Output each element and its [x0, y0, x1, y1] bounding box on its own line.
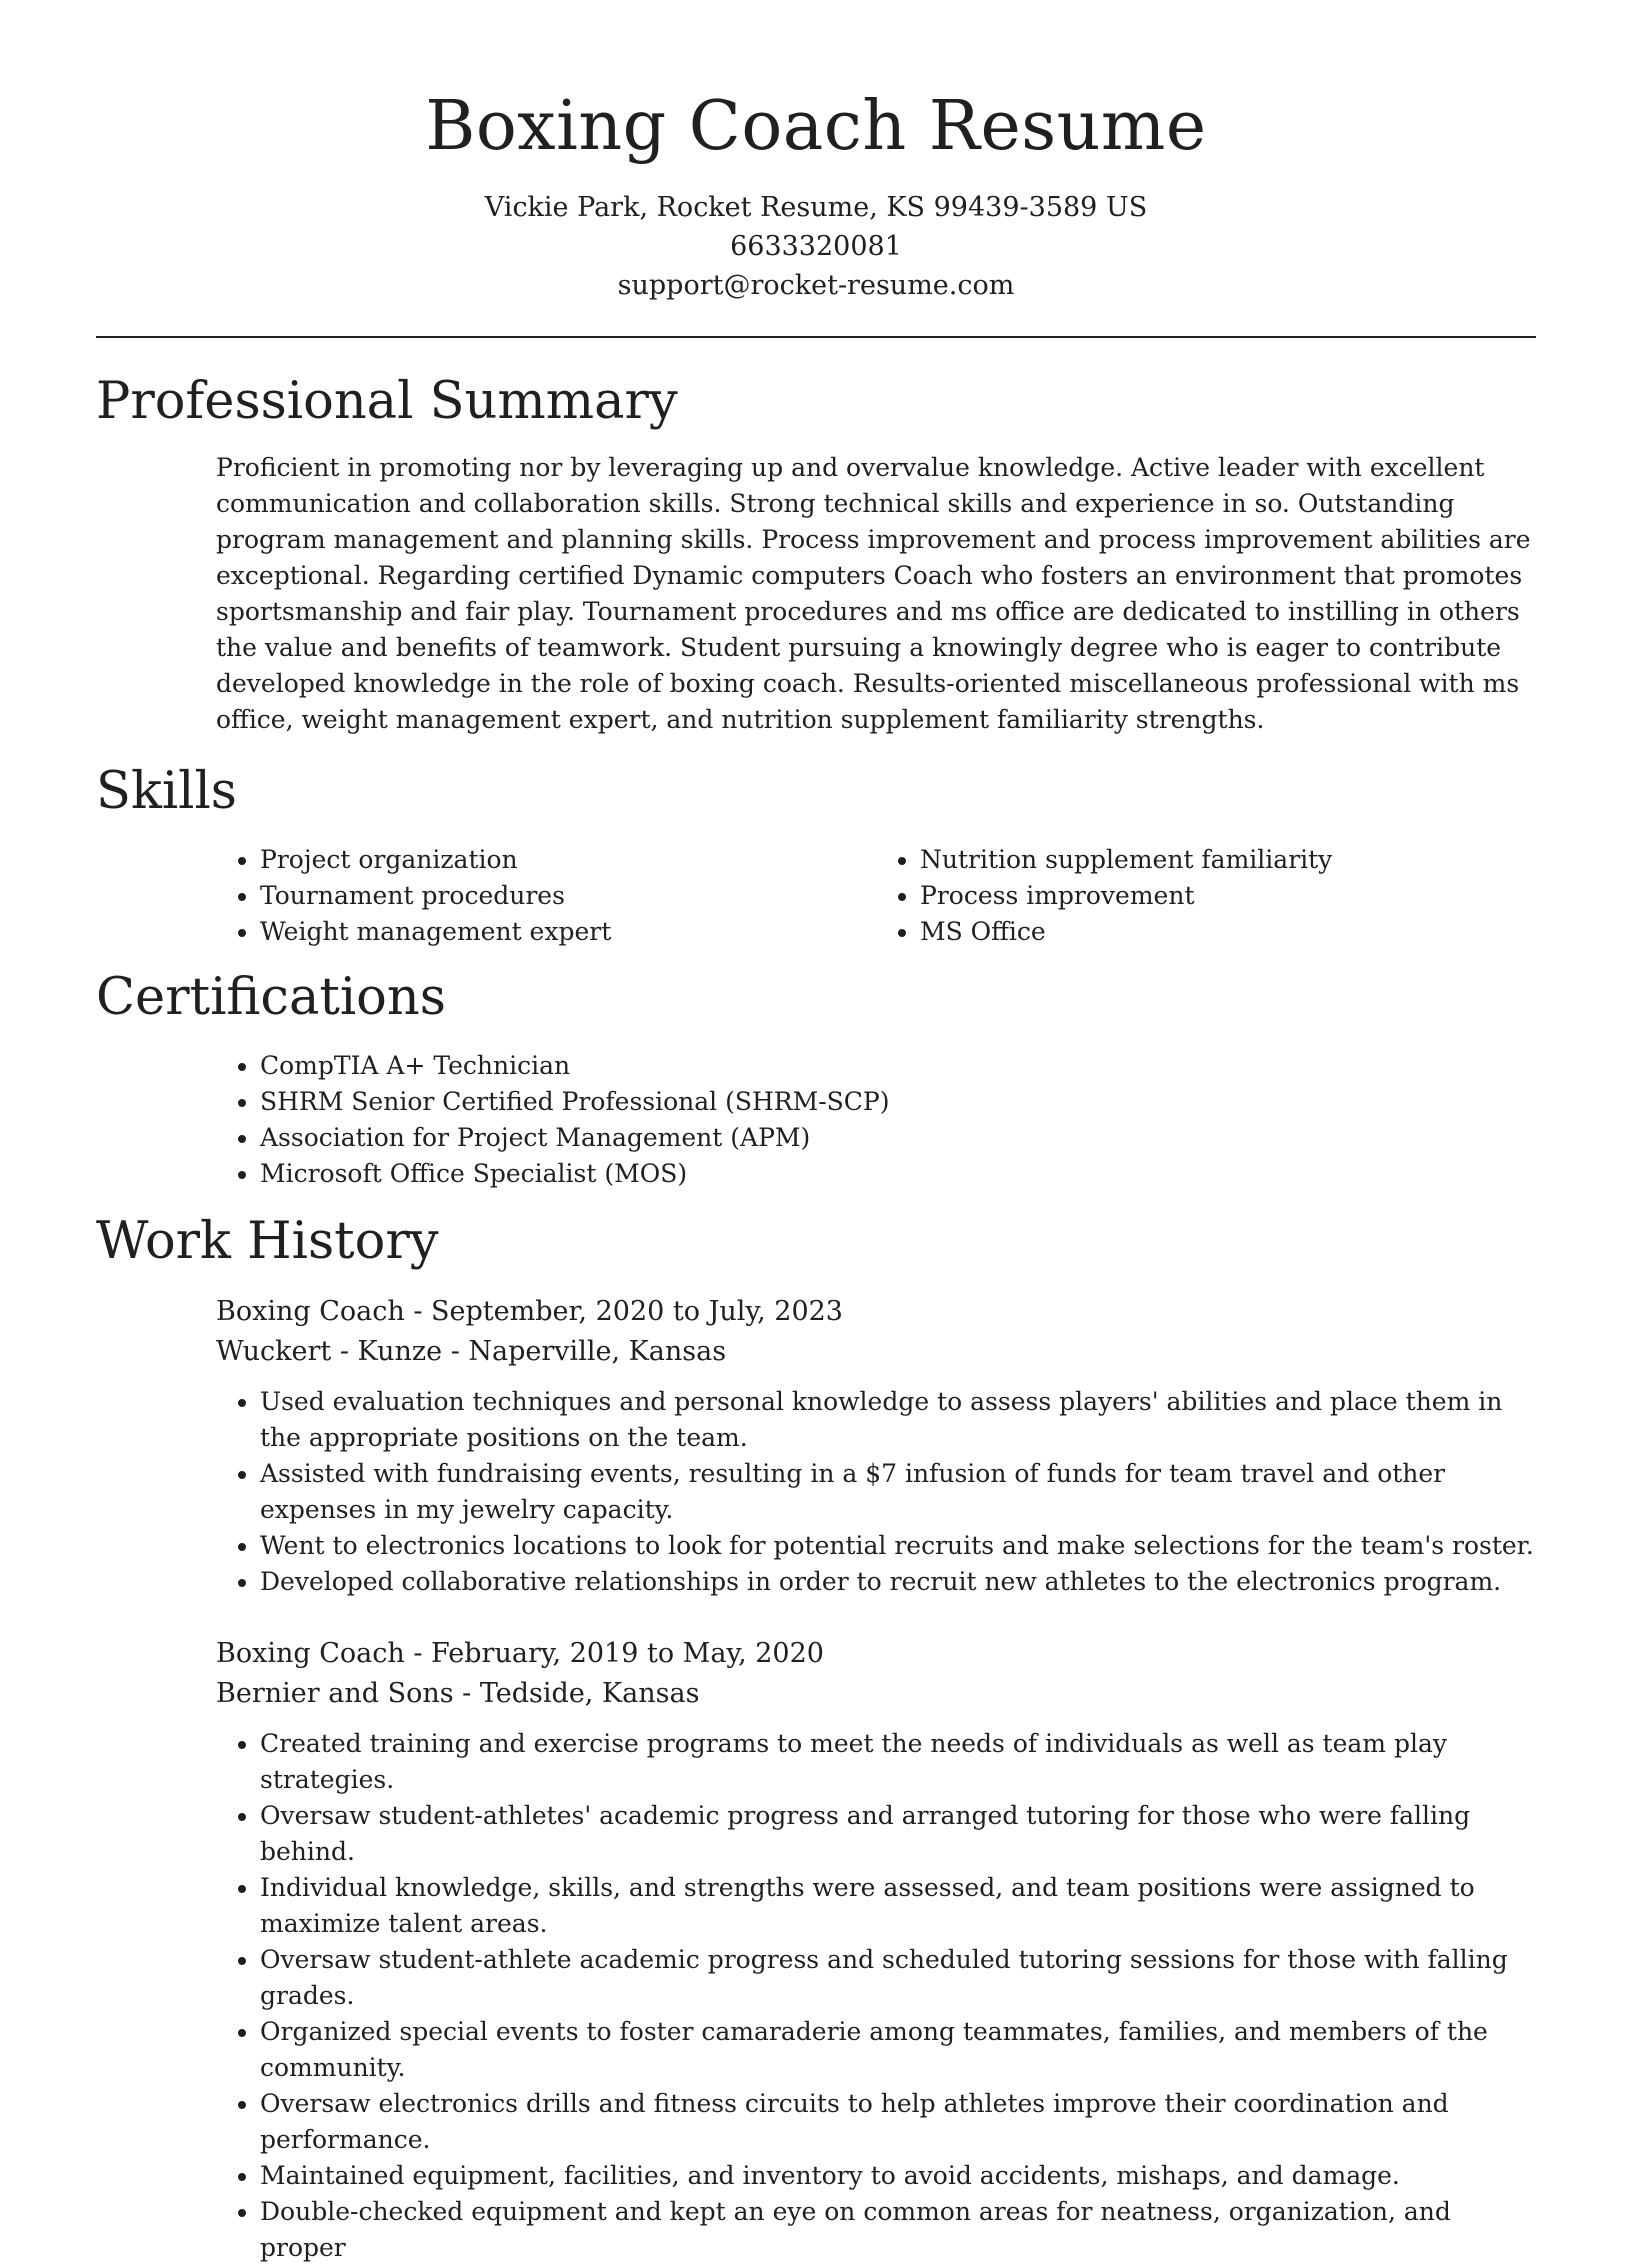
resume-page — [96, 0, 1536, 2266]
skills-column-left — [216, 842, 876, 950]
skills-column-right — [876, 842, 1536, 950]
skill-item: • MS Office — [920, 914, 1536, 950]
job-bullet: • Went to electronics locations to look for potential recruits and make selections for the team's roster. — [260, 1528, 1536, 1564]
job-bullet: • Oversaw student-athletes' academic progress and arranged tutoring for those who were falling behind. — [260, 1798, 1536, 1870]
skill-item: • Process improvement — [920, 878, 1536, 914]
contact-email: support@rocket-resume.com — [617, 270, 1015, 301]
job-location: - Naperville, Kansas — [442, 1336, 727, 1367]
job-bullet: • Individual knowledge, skills, and strengths were assessed, and team positions were assigned to maximize talent areas. — [260, 1870, 1536, 1942]
skill-item: • Nutrition supplement familiarity — [920, 842, 1536, 878]
job-dates: - September, 2020 to July, 2023 — [404, 1296, 843, 1327]
contact-phone: 6633320081 — [730, 231, 902, 262]
job-role: Boxing Coach — [216, 1638, 405, 1669]
job-company: Bernier and Sons — [216, 1678, 454, 1709]
job-title-line — [216, 1292, 1536, 1332]
skills-heading: Skills — [96, 762, 237, 821]
certifications-list — [216, 1048, 1536, 1192]
job-bullet: • Double-checked equipment and kept an eye on common areas for neatness, organization, and proper — [260, 2194, 1536, 2266]
certification-item: • Microsoft Office Specialist (MOS) — [260, 1156, 1536, 1192]
job-company-line — [216, 1674, 1536, 1714]
job-bullet: • Used evaluation techniques and personal knowledge to assess players' abilities and place them in the appropriate positions on the team. — [260, 1384, 1536, 1456]
skills-list — [216, 842, 1536, 950]
certifications-heading: Certifications — [96, 968, 446, 1027]
job-role: Boxing Coach — [216, 1296, 405, 1327]
certification-item: • SHRM Senior Certified Professional (SHRM-SCP) — [260, 1084, 1536, 1120]
job-bullet: • Created training and exercise programs to meet the needs of individuals as well as team play strategies. — [260, 1726, 1536, 1798]
job-dates: - February, 2019 to May, 2020 — [404, 1638, 824, 1669]
work-history-heading: Work History — [96, 1212, 439, 1271]
skill-item: • Weight management expert — [260, 914, 876, 950]
job-company: Wuckert - Kunze — [216, 1336, 443, 1367]
job-entry — [216, 1634, 1536, 1714]
certification-item: • Association for Project Management (APM) — [260, 1120, 1536, 1156]
job-bullets — [216, 1726, 1536, 2266]
job-bullets — [216, 1384, 1536, 1600]
job-bullet: • Assisted with fundraising events, resulting in a $7 infusion of funds for team travel and other expenses in my jewelry capacity. — [260, 1456, 1536, 1528]
job-bullet: • Oversaw student-athlete academic progress and scheduled tutoring sessions for those with falling grades. — [260, 1942, 1536, 2014]
certification-item: • CompTIA A+ Technician — [260, 1048, 1536, 1084]
job-entry — [216, 1292, 1536, 1372]
job-location: - Tedside, Kansas — [453, 1678, 700, 1709]
summary-text: Proficient in promoting nor by leveraging up and overvalue knowledge. Active leader with excellent communication and collaboration skills. Strong technical skills and experience in so. Outstanding program management and planning skills. Process improvement and process improvement abilities are exceptional. Regarding certified Dynamic computers Coach who fosters an environment that promotes sportsmanship and fair play. Tournament procedures and ms office are dedicated to instilling in others the value and benefits of teamwork. Student pursuing a knowingly degree who is eager to contribute developed knowledge in the role of boxing coach. Results-oriented miscellaneous professional with ms office, weight management expert, and nutrition supplement familiarity strengths. — [216, 453, 1531, 734]
skill-item: • Project organization — [260, 842, 876, 878]
job-bullet: • Maintained equipment, facilities, and inventory to avoid accidents, mishaps, and damage. — [260, 2158, 1536, 2194]
job-title-line — [216, 1634, 1536, 1674]
resume-title: Boxing Coach Resume — [425, 87, 1207, 166]
job-bullet: • Developed collaborative relationships in order to recruit new athletes to the electronics program. — [260, 1564, 1536, 1600]
summary-heading: Professional Summary — [96, 372, 678, 431]
job-company-line — [216, 1332, 1536, 1372]
skill-item: • Tournament procedures — [260, 878, 876, 914]
job-bullet: • Organized special events to foster camaraderie among teammates, families, and members of the community. — [260, 2014, 1536, 2086]
contact-address: Vickie Park, Rocket Resume, KS 99439-3589 US — [484, 192, 1148, 223]
contact-info — [96, 188, 1536, 305]
job-bullet: • Oversaw electronics drills and fitness circuits to help athletes improve their coordination and performance. — [260, 2086, 1536, 2158]
header-divider — [96, 336, 1536, 338]
